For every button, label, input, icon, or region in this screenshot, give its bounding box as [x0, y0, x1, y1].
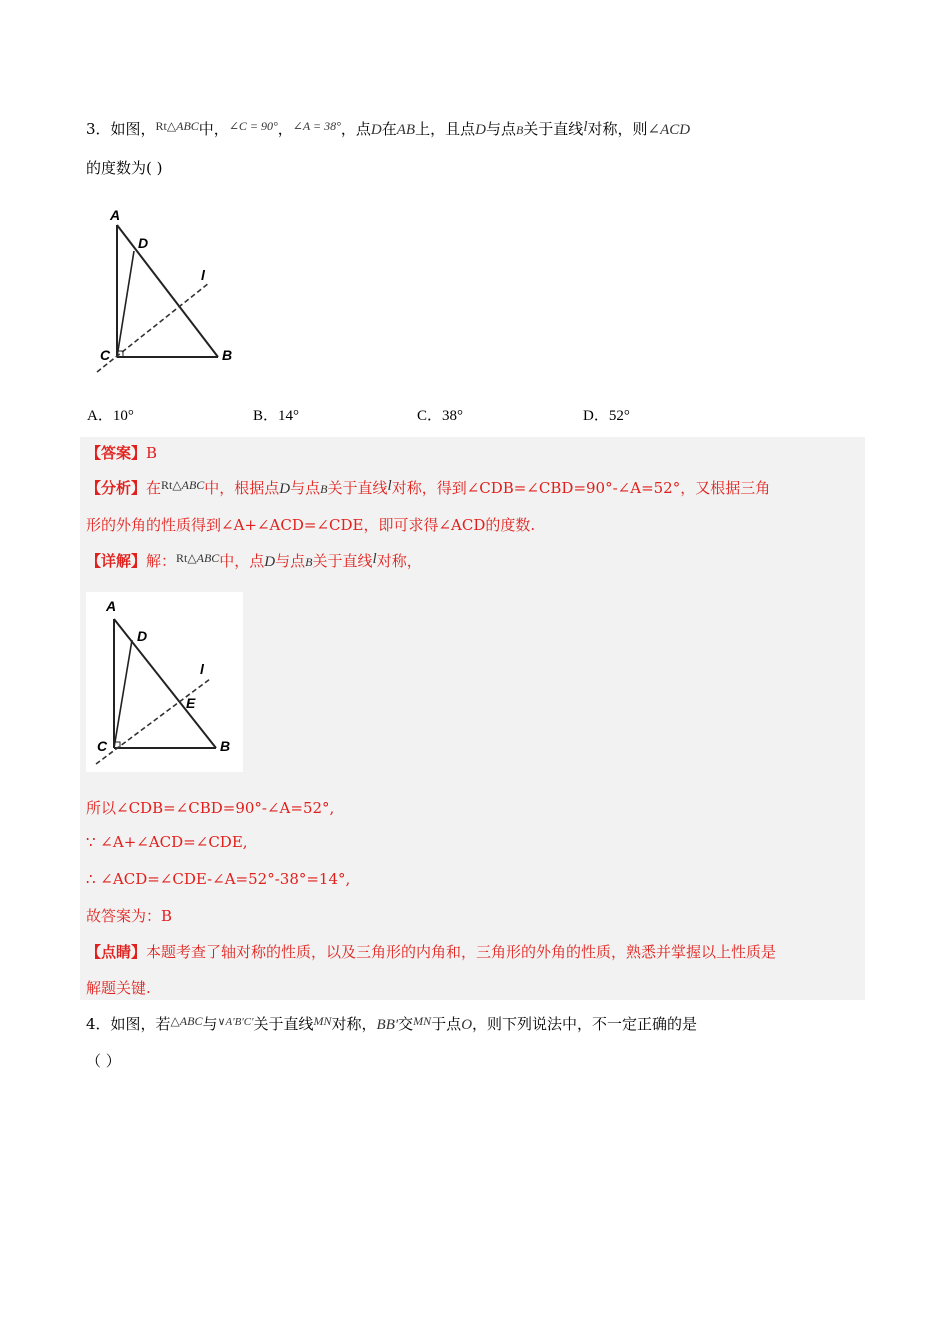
- label-e: E: [186, 695, 196, 711]
- step-1: 所以∠CDB=∠CBD=90°-∠A=52°,: [86, 799, 335, 817]
- label-l: l: [201, 267, 205, 283]
- step-2: ∵ ∠A+∠ACD=∠CDE,: [86, 833, 248, 851]
- label-a: A: [106, 598, 117, 614]
- label-d: D: [137, 628, 148, 644]
- option-a[interactable]: A．10°: [87, 408, 134, 424]
- segment-cd: [117, 251, 134, 357]
- answer-line: 【答案】B: [86, 444, 158, 462]
- label-c: C: [100, 347, 111, 363]
- label-a: A: [110, 207, 121, 223]
- figure-triangle-2: [86, 592, 243, 772]
- option-d[interactable]: D．52°: [583, 408, 630, 424]
- q3-stem-line2: 的度数为( ): [86, 159, 163, 177]
- segment-ab: [117, 225, 218, 357]
- step-4: 故答案为：B: [86, 907, 173, 925]
- detail-line: 【详解】解：$^{Rt\triangle ABC}$中，点D与点B关于直线l对称，: [86, 551, 422, 570]
- analysis-line2: 形的外角的性质得到∠A+∠ACD=∠CDE，即可求得∠ACD的度数.: [86, 516, 536, 534]
- q4-stem-line2: （ ）: [86, 1052, 121, 1070]
- figure-triangle-1: [92, 200, 242, 380]
- comment-line1: 【点睛】本题考查了轴对称的性质，以及三角形的内角和，三角形的外角的性质，熟悉并掌握以上性质是: [86, 943, 777, 961]
- label-l: l: [200, 661, 204, 677]
- option-c[interactable]: C．38°: [417, 408, 464, 424]
- line-l-dashed: [97, 283, 209, 372]
- step-3: ∴ ∠ACD=∠CDE-∠A=52°-38°=14°,: [86, 870, 351, 888]
- analysis-line1: 【分析】在$^{Rt\triangle ABC}$中，根据点D与点B关于直线l对称，得到∠CDB=∠CBD=90°-∠A=52°，又根据三角: [86, 478, 771, 497]
- comment-line2: 解题关键.: [86, 979, 151, 997]
- label-b: B: [222, 347, 233, 363]
- option-b[interactable]: B．14°: [253, 408, 300, 424]
- label-d: D: [138, 235, 149, 251]
- label-b: B: [220, 738, 231, 754]
- q4-stem-line1: 4．如图，若$^{\triangle ABC}$与$^{\vee A'B'C'}$关于直线$^{MN}$对称，BB′交$^{MN}$于点O，则下列说法中，不一定正确的是: [86, 1014, 698, 1033]
- label-c: C: [97, 738, 108, 754]
- q3-stem-line1: 3．如图，$^{Rt\triangle ABC}$中，$^{\angle C = 90^\circ}$，$^{\angle A = 38^\circ}$，点D在AB上，且点D与点B关于直线l对称，则∠ACD: [86, 119, 691, 138]
